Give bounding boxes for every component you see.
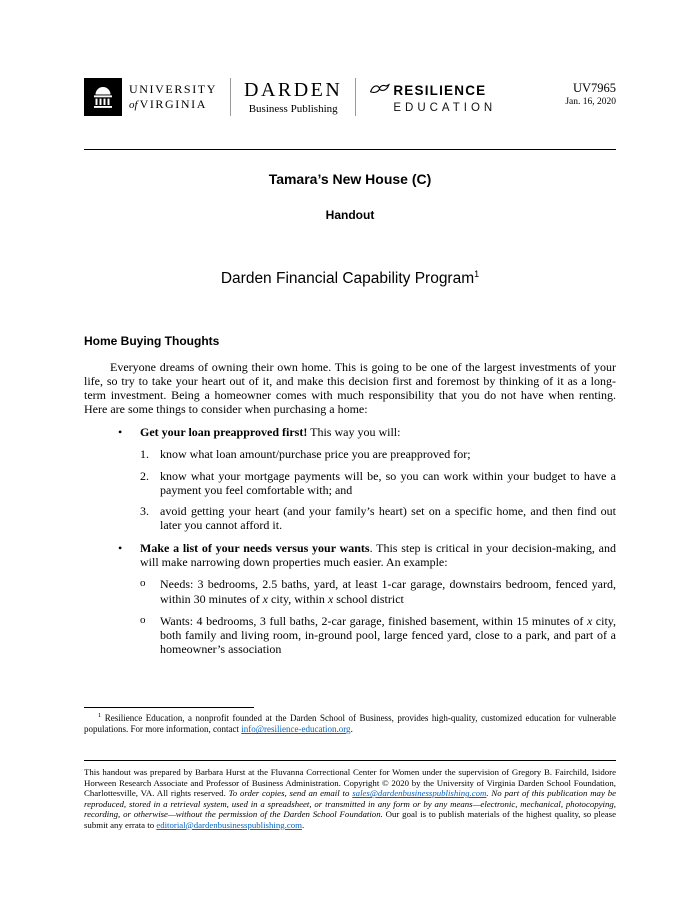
document-subtitle: Handout [325,208,375,222]
darden-logo [244,80,342,115]
footnote-body: Resilience Education, a nonprofit founded at the Darden School of Business, provides high-quality, customized education for vulnerable populations. For more information, contact [84,713,616,735]
numbered-item-text: know what loan amount/purchase price you are preapproved for; [160,447,471,462]
number-marker: 2. [140,469,149,484]
header-rule [84,149,616,150]
uva-wordmark-of: of [129,98,138,111]
bullet-rest: . This step is critical in your decision-making, and will make narrowing down properties much easier. An example: [140,541,616,570]
footer-no-part: . No part of this publication may be reproduced, stored in a retrieval system, used in a spreadsheet, or transmitted in any form or by any means—electronic, mechanical, photocopying, recording, or otherwise—without the permission of the Darden School Foundation. [84,788,616,820]
resilience-bird-icon [369,81,390,101]
number-marker: 3. [140,504,149,519]
footer-order-copies: To order copies, send an email to [228,788,353,799]
uva-logo [84,78,217,116]
footnote-number: 1 [98,712,102,719]
footer-block [84,760,616,830]
document-id-block [565,78,616,109]
uva-wordmark-virginia: VIRGINIA [139,96,208,111]
needs-text: Needs: 3 bedrooms, 2.5 baths, yard, at least 1-car garage, downstairs bedroom, fenced yard, within 30 minutes of [160,577,616,606]
uva-wordmark-line1: UNIVERSITY [129,81,217,96]
resilience-wordmark: RESILIENCE [393,83,487,98]
resilience-wordmark-education: EDUCATION [393,101,497,114]
footnote-email-link[interactable]: info@resilience-education.org [241,724,351,735]
footer-period: . [301,819,305,830]
bullet-marker: • [118,425,123,440]
intro-paragraph: Everyone dreams of owning their own home. This is going to be one of the largest investments of your life, so try to take your heart out of it, and make this decision first and foremost by thinking of it as a long-term investment. Being a homeowner comes with much responsibility that you do not have when renting. Here are some things to consider when purchasing a home: [84,360,616,417]
footnote-block [84,707,616,736]
document-date: Jan. 16, 2020 [565,97,616,108]
darden-wordmark: DARDEN [244,78,343,101]
program-heading-text: Darden Financial Capability Program [220,270,475,288]
footnote-rule [84,707,254,708]
logo-divider [230,78,231,116]
numbered-item-text: know what your mortgage payments will be, so you can work within your budget to have a payment you feel comfortable with; and [160,469,616,498]
bullet-item-loan [118,425,616,440]
wants-text: Wants: 4 bedrooms, 3 full baths, 2-car garage, finished basement, within 15 minutes of [160,613,587,628]
sub-bullet-text [160,614,616,656]
sub-bullet-text [160,577,616,605]
logo-divider [355,78,356,116]
bullet-bold-lead: Get your loan preapproved first! [140,425,308,440]
uva-wordmark-line2 [129,97,217,113]
sales-email-link[interactable]: sales@dardenbusinesspublishing.com [352,788,487,799]
needs-text: city, within [268,591,328,606]
footer-prepared-by: This handout was prepared by Barbara Hurst at the Fluvanna Correctional Center for Women under the supervision of Gregory B. Fairchild, Isidore Horween Research Associate and Professor of Business Administration. Copyright © 2020 by the University of Virginia Darden School Foundation, Charlottesville, VA. All rights reserved. [84,767,616,799]
bullet-text [140,541,616,569]
numbered-item-2 [140,469,616,497]
sub-bullet-marker: o [140,577,146,590]
editorial-email-link[interactable]: editorial@dardenbusinesspublishing.com [156,819,302,830]
uva-wordmark [129,82,217,113]
uva-rotunda-icon [84,78,122,116]
bullet-bold-lead: Make a list of your needs versus your wants [140,541,370,556]
darden-subtitle: Business Publishing [248,102,338,115]
logo-row [84,78,496,116]
footer-errata: Our goal is to publish materials of the highest quality, so please submit any errata to [84,809,616,830]
numbered-item-3 [140,504,616,532]
number-marker: 1. [140,447,149,462]
bullet-marker: • [118,541,123,556]
document-title: Tamara’s New House (C) [268,171,432,187]
copyright-notice [84,767,616,830]
document-number: UV7965 [572,81,616,95]
needs-text: school district [333,591,404,606]
sub-bullet-needs [140,577,616,605]
footnote-text [84,712,616,736]
program-heading [84,269,616,288]
placeholder-x: x [262,591,268,606]
footnote-reference-mark: 1 [474,269,480,279]
section-heading: Home Buying Thoughts [84,334,220,349]
resilience-logo [369,81,496,114]
placeholder-x: x [327,591,334,606]
footnote-period: . [350,724,353,735]
numbered-item-text: avoid getting your heart (and your family’s heart) set on a specific home, and then find out later you cannot afford it. [160,504,616,533]
bullet-item-needs-wants [118,541,616,569]
page-content [84,0,616,656]
wants-text: city, both family and living room, in-ground pool, large fenced yard, close to a park, and part of a homeowner’s association [160,613,617,656]
numbered-item-1 [140,447,616,462]
bullet-text [140,425,616,440]
header [84,78,616,116]
bullet-rest: This way you will: [307,425,401,440]
sub-bullet-wants [140,614,616,656]
placeholder-x: x [586,613,593,628]
resilience-top-row [369,81,496,101]
sub-bullet-marker: o [140,613,146,626]
